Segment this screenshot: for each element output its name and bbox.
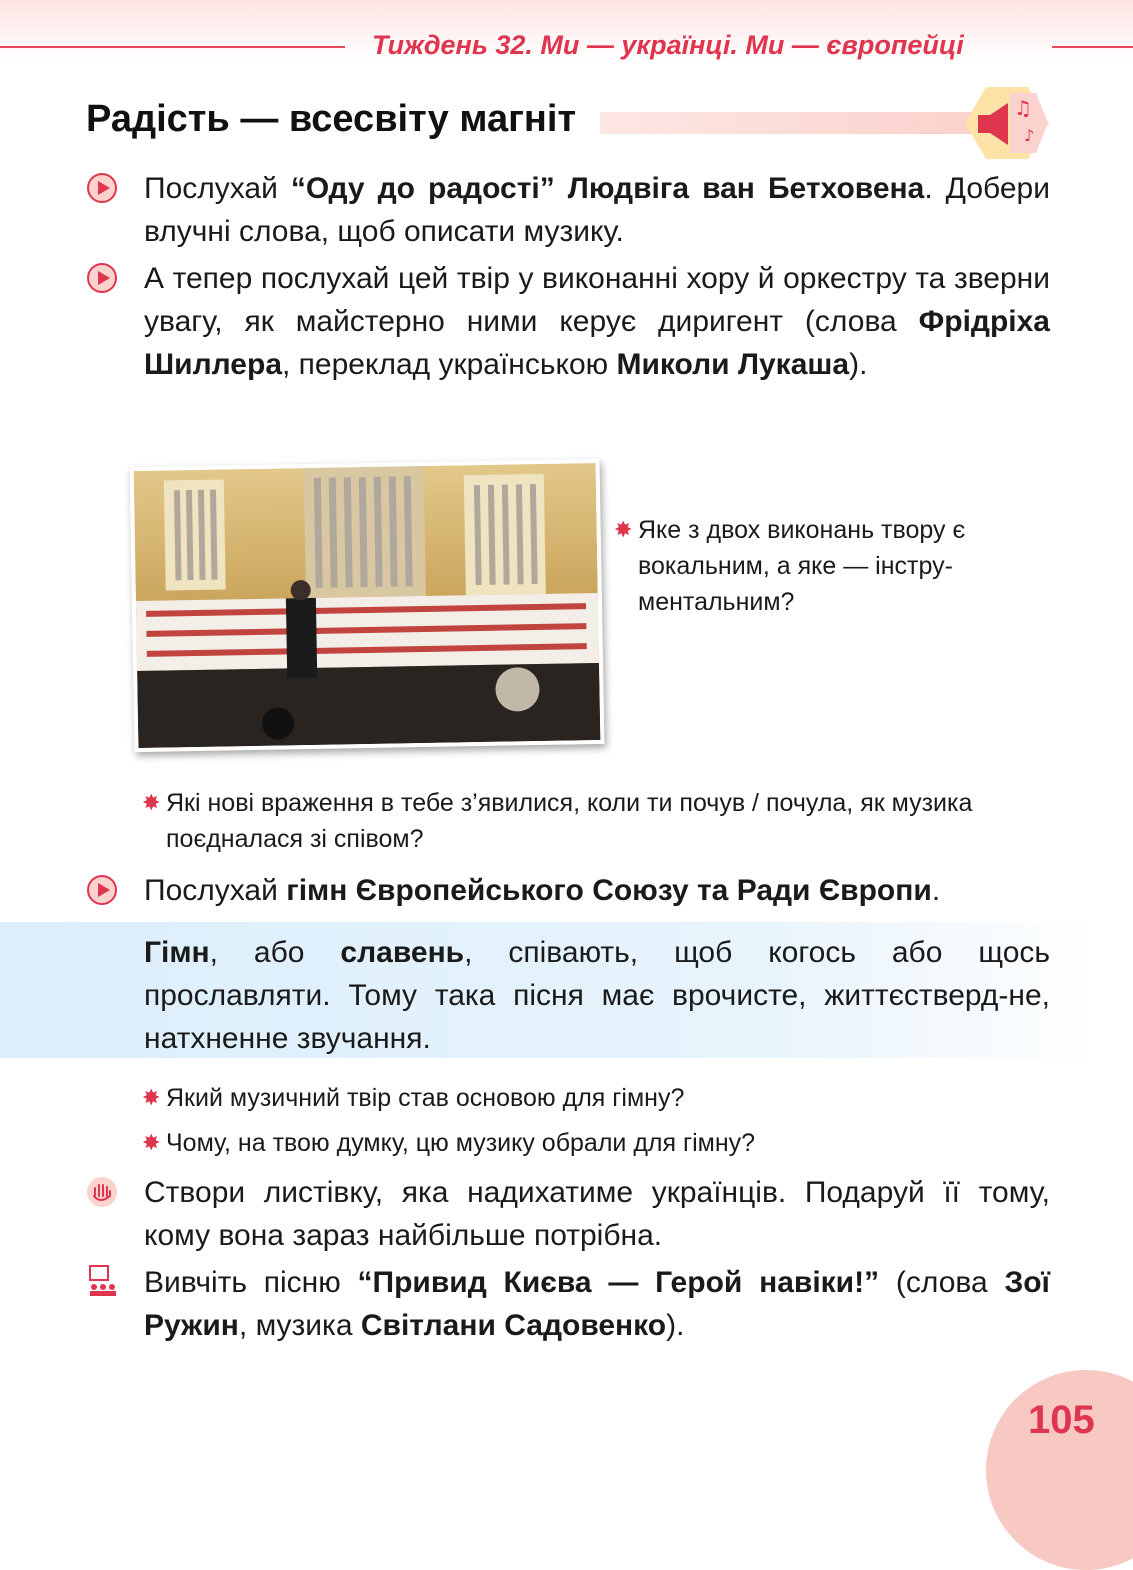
play-circle-icon[interactable] — [86, 262, 118, 294]
paragraph-listen-ode: Послухай “Оду до радості” Людвіга ван Бетховена. Добери влучні слова, щоб описати музику. — [144, 172, 1050, 248]
choir-icon — [86, 1264, 118, 1296]
asterisk-icon: ✸ — [614, 517, 633, 542]
definition-anthem: Гімн, або славень, співають, щоб когось або щось прославляти. Тому така пісня має врочисте, життєстверд-не, натхненне звучання. — [144, 936, 1051, 1055]
play-circle-icon[interactable] — [86, 172, 118, 204]
paragraph-postcard: Створи листівку, яка надихатиме українців. Подаруй її тому, кому вона зараз найбільше потрібна. — [144, 1176, 1050, 1252]
question-basis-anthem: ✸ Який музичний твір став основою для гімну? — [166, 1080, 1046, 1116]
paragraph-eu-anthem: Послухай гімн Європейського Союзу та Ради Європи. — [144, 874, 941, 907]
asterisk-icon: ✸ — [142, 1130, 161, 1155]
question-why-music: ✸ Чому, на твою думку, цю музику обрали для гімну? — [166, 1125, 1046, 1161]
page-number: 105 — [1028, 1398, 1095, 1442]
lesson-title: Радість — всесвіту магніт — [86, 98, 577, 140]
title-underline-bar — [600, 112, 1000, 134]
asterisk-icon: ✸ — [142, 790, 161, 815]
question-impressions: ✸ Які нові враження в тебе з’явилися, коли ти почув / почула, як музика поєдналася зі співом? — [166, 785, 1046, 857]
paragraph-learn-song: Вивчіть пісню “Привид Києва — Герой навіки!” (слова Зої Ружин, музика Світлани Садовенко). — [144, 1266, 1050, 1342]
header-divider-left — [0, 46, 345, 48]
svg-text:♫: ♫ — [1014, 96, 1032, 120]
svg-text:♪: ♪ — [1024, 126, 1035, 145]
hand-icon — [86, 1176, 118, 1208]
speaker-music-icon — [964, 85, 1050, 161]
header-divider-right — [1052, 46, 1133, 48]
asterisk-icon: ✸ — [142, 1085, 161, 1110]
week-title: Тиждень 32. Ми — українці. Ми — європейці — [372, 30, 964, 60]
question-vocal-instrumental: ✸ Яке з двох виконань твору є вокальним, а яке — інстру-ментальним? — [638, 512, 1038, 620]
paragraph-choir-orchestra: А тепер послухай цей твір у виконанні хору й оркестру та зверни увагу, як майстерно ними керує диригент (слова Фрідріха Шиллера, переклад українською Миколи Лукаша). — [144, 262, 1050, 381]
concert-photo — [130, 459, 605, 752]
play-circle-icon[interactable] — [86, 874, 118, 906]
